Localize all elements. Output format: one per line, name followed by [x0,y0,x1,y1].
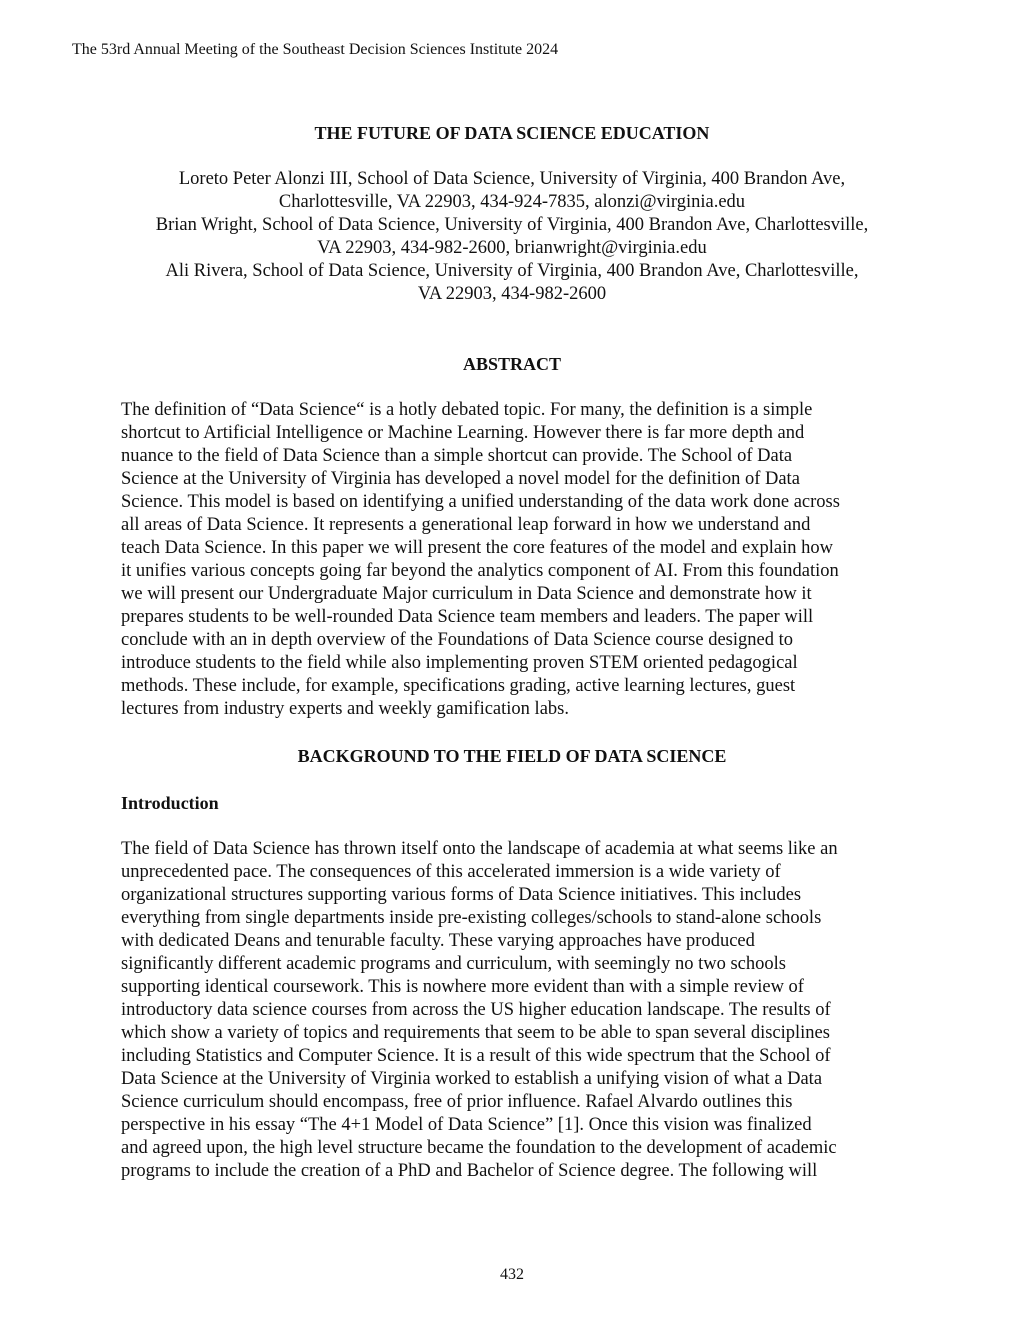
text-line: methods. These include, for example, specifications grading, active learning lectures, guest [121,676,796,696]
text-line: shortcut to Artificial Intelligence or Machine Learning. However there is far more depth and [121,423,805,443]
paper-title: THE FUTURE OF DATA SCIENCE EDUCATION [314,123,710,143]
author-line: Loreto Peter Alonzi III, School of Data Science, University of Virginia, 400 Brandon Ave, [178,169,846,189]
text-line: The definition of “Data Science“ is a hotly debated topic. For many, the definition is a simple [121,400,813,420]
text-line: The field of Data Science has thrown itself onto the landscape of academia at what seems like an [121,839,838,859]
text-line: unprecedented pace. The consequences of this accelerated immersion is a wide variety of [121,862,781,882]
text-line: which show a variety of topics and requirements that seem to be able to span several disciplines [121,1023,830,1043]
text-line: teach Data Science. In this paper we will present the core features of the model and explain how [121,538,833,558]
text-line: it unifies various concepts going far beyond the analytics component of AI. From this foundation [121,561,839,581]
text-line: organizational structures supporting various forms of Data Science initiatives. This includes [121,885,802,905]
running-header: The 53rd Annual Meeting of the Southeast Decision Sciences Institute 2024 [72,41,559,58]
text-line: perspective in his essay “The 4+1 Model of Data Science” [1]. Once this vision was finalized [121,1115,812,1135]
background-heading: BACKGROUND TO THE FIELD OF DATA SCIENCE [297,746,727,766]
text-line: introduce students to the field while also implementing proven STEM oriented pedagogical [121,653,798,673]
text-line: Data Science at the University of Virginia worked to establish a unifying vision of what a Data [121,1069,823,1089]
text-line: everything from single departments inside pre-existing colleges/schools to stand-alone schools [121,908,822,928]
author-line: Charlottesville, VA 22903, 434-924-7835, alonzi@virginia.edu [278,192,746,212]
text-line: programs to include the creation of a PhD and Bachelor of Science degree. The following will [121,1161,818,1181]
text-line: significantly different academic programs and curriculum, with seemingly no two schools [121,954,786,974]
text-line: supporting identical coursework. This is nowhere more evident than with a simple review of [121,977,804,997]
text-line: including Statistics and Computer Science. It is a result of this wide spectrum that the School of [121,1046,831,1066]
abstract-heading: ABSTRACT [462,354,562,374]
text-line: we will present our Undergraduate Major curriculum in Data Science and demonstrate how it [121,584,812,604]
author-line: VA 22903, 434-982-2600 [417,284,607,304]
text-line: lectures from industry experts and weekly gamification labs. [121,699,569,719]
author-line: Ali Rivera, School of Data Science, University of Virginia, 400 Brandon Ave, Charlottesville, [165,261,859,281]
text-line: all areas of Data Science. It represents a generational leap forward in how we understand and [121,515,811,535]
author-line: VA 22903, 434-982-2600, brianwright@virginia.edu [317,238,707,258]
text-line: introductory data science courses from across the US higher education landscape. The results of [121,1000,831,1020]
introduction-paragraph [121,838,911,1183]
text-line: Science curriculum should encompass, free of prior influence. Rafael Alvardo outlines this [121,1092,793,1112]
text-line: Science at the University of Virginia has developed a novel model for the definition of Data [121,469,800,489]
text-line: prepares students to be well-rounded Data Science team members and leaders. The paper will [121,607,814,627]
text-line: nuance to the field of Data Science than a simple shortcut can provide. The School of Data [121,446,793,466]
text-line: Science. This model is based on identifying a unified understanding of the data work done across [121,492,840,512]
abstract-paragraph [121,399,911,721]
text-line: and agreed upon, the high level structure became the foundation to the development of academic [121,1138,837,1158]
page-number: 432 [500,1266,524,1283]
author-block [110,168,914,306]
text-line: with dedicated Deans and tenurable faculty. These varying approaches have produced [121,931,755,951]
introduction-subheading: Introduction [121,793,219,813]
text-line: conclude with an in depth overview of the Foundations of Data Science course designed to [121,630,793,650]
author-line: Brian Wright, School of Data Science, University of Virginia, 400 Brandon Ave, Charlottesville, [155,215,869,235]
